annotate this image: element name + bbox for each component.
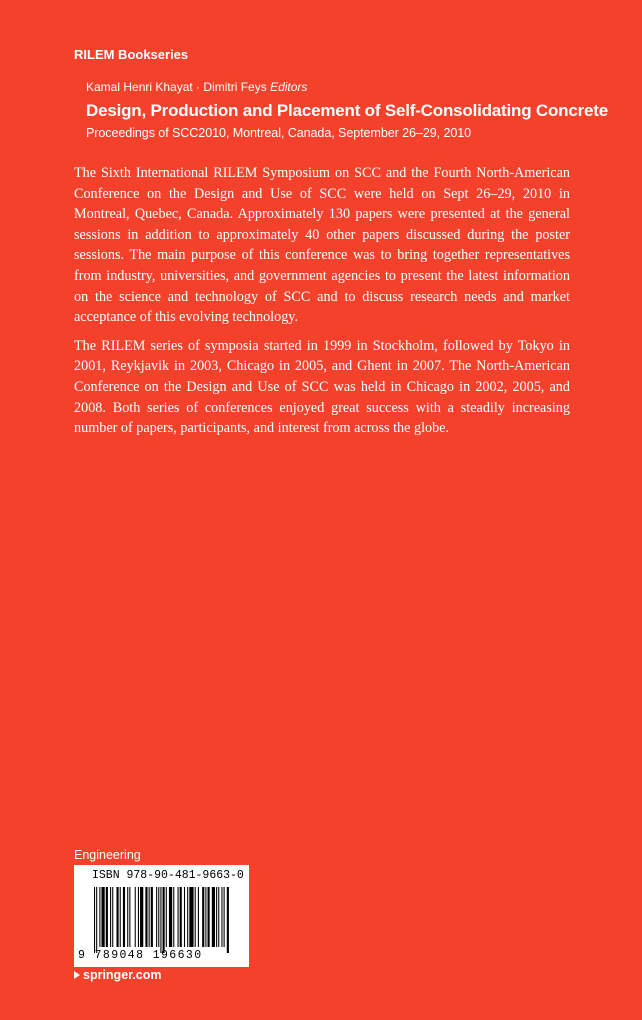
barcode-bar — [224, 887, 225, 947]
barcode-bar — [180, 887, 182, 947]
barcode-bar — [149, 887, 150, 947]
barcode-bar — [129, 887, 130, 947]
book-title: Design, Production and Placement of Self-Consolidating Concrete — [86, 101, 609, 120]
barcode-panel — [74, 865, 249, 967]
barcode-bar — [94, 887, 95, 953]
barcode-bar — [138, 887, 139, 947]
barcode-bar — [106, 887, 108, 947]
series-name: RILEM Bookseries — [74, 47, 189, 62]
barcode-bar — [216, 887, 217, 947]
barcode-bar — [151, 887, 153, 947]
barcode-bar — [166, 887, 167, 947]
publisher-label: springer.com — [83, 968, 162, 982]
barcode-bar — [208, 887, 210, 947]
editors-role: Editors — [270, 80, 308, 94]
blurb-paragraph-1: The Sixth International RILEM Symposium on SCC and the Fourth North-American Conference on the Design and Use of SCC were held on Sept 26–29, 2010 in Montreal, Quebec, Canada. Approximately 130 papers were presented at the general sessions in addition to approximately 40 other papers discussed during the poster sessions. The main purpose of this conference was to bring together representatives from industry, universities, and government agencies to present the latest information on the science and technology of SCC and to discuss research needs and market acceptance of this evolving technology. — [74, 165, 570, 326]
publisher-link[interactable] — [74, 968, 162, 982]
blurb-paragraph-2: The RILEM series of symposia started in 1999 in Stockholm, followed by Tokyo in 2001, Reykjavik in 2003, Chicago in 2005, and Ghent in 2007. The North-American Conference on the Design and Use of SCC was held in Chicago in 2002, 2005, and 2008. Both series of conferences enjoyed great success with a steadily increasing number of papers, participants, and interest from across the globe. — [74, 337, 570, 437]
barcode-bar — [96, 887, 97, 953]
barcode-bar — [187, 887, 188, 947]
barcode-bar — [163, 887, 165, 953]
barcode-bar — [195, 887, 196, 947]
barcode-bar — [189, 887, 193, 947]
barcode-bar — [116, 887, 118, 947]
barcode-bar — [173, 887, 174, 947]
barcode-bar — [127, 887, 128, 947]
barcode-bar — [184, 887, 185, 947]
book-subtitle: Proceedings of SCC2010, Montreal, Canada, September 26–29, 2010 — [86, 126, 472, 140]
barcode-bar — [212, 887, 215, 947]
isbn-text: ISBN 978-90-481-9663-0 — [92, 869, 244, 882]
barcode-bar — [169, 887, 172, 947]
barcode-bar — [198, 887, 199, 947]
barcode-digits: 9 789048 196630 — [78, 949, 203, 962]
subject-label: Engineering — [74, 848, 141, 862]
barcode-bar — [140, 887, 143, 947]
barcode-bar — [178, 887, 179, 947]
barcode-bar — [101, 887, 104, 947]
barcode-bar — [110, 887, 111, 947]
barcode-bar — [156, 887, 157, 947]
barcode-bar — [99, 887, 100, 947]
editors-line — [86, 80, 307, 94]
barcode-bar — [112, 887, 113, 947]
barcode-icon — [94, 887, 230, 953]
barcode-bar — [145, 887, 147, 947]
barcode-bar — [135, 887, 136, 947]
barcode-bar — [218, 887, 219, 947]
barcode-bar — [120, 887, 121, 947]
barcode-bar — [123, 887, 125, 947]
barcode-bar — [205, 887, 206, 947]
editor-names: Kamal Henri Khayat · Dimitri Feys — [86, 80, 267, 94]
barcode-bar — [227, 887, 229, 953]
barcode-bar — [202, 887, 204, 947]
barcode-bar — [221, 887, 222, 947]
arrow-right-icon — [74, 971, 80, 979]
blurb — [74, 163, 570, 447]
barcode-bar — [160, 887, 161, 953]
barcode-bar — [158, 887, 159, 947]
